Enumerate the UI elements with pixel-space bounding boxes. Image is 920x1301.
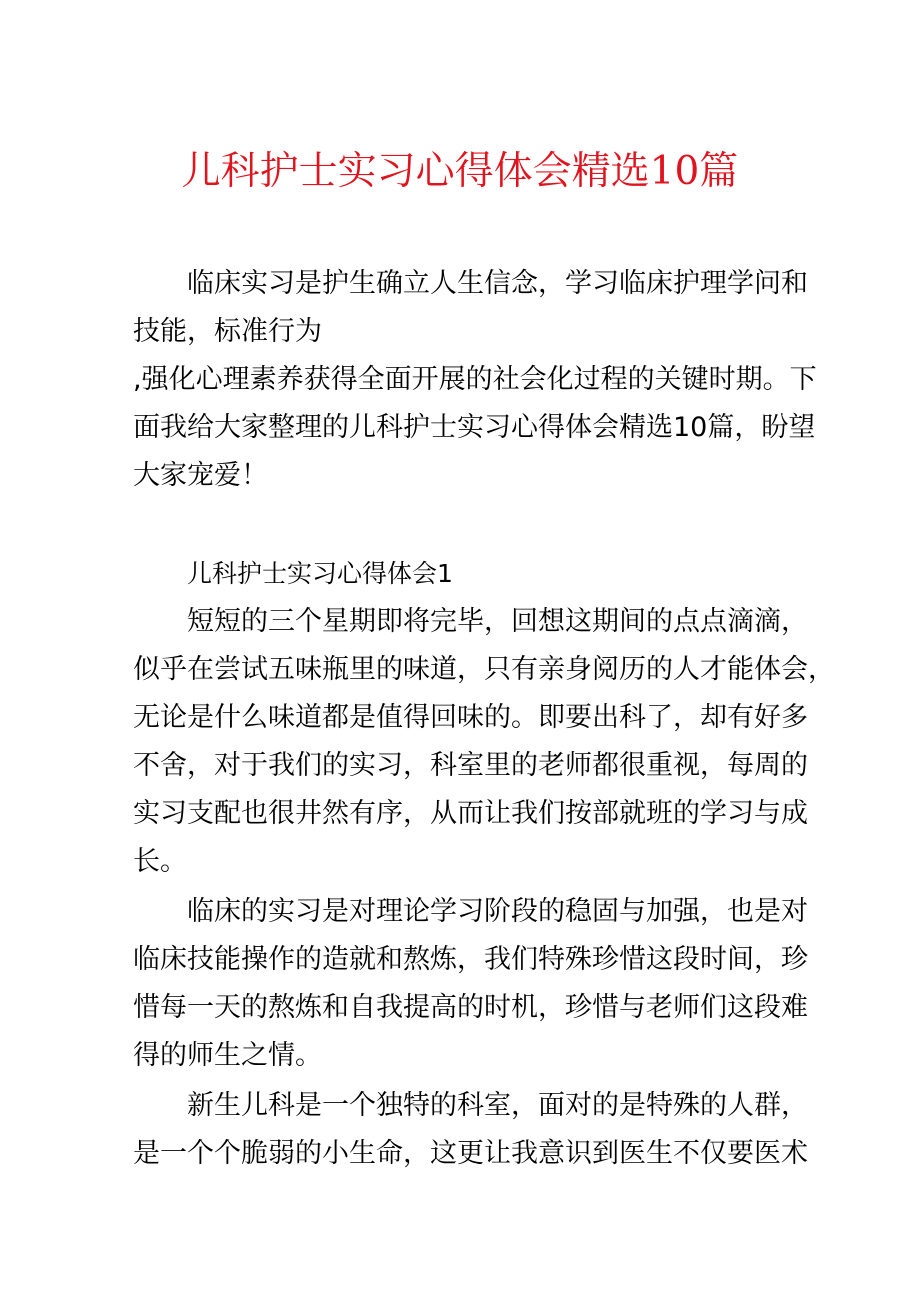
paragraph-1-line-1: 短短的三个星期即将完毕，回想这期间的点点滴滴， bbox=[187, 606, 808, 637]
paragraph-2-line-2: 临床技能操作的造就和熬炼，我们特殊珍惜这段时间，珍 bbox=[133, 944, 808, 975]
paragraph-1-line-2: 似乎在尝试五味瓶里的味道，只有亲身阅历的人才能体会， bbox=[133, 654, 835, 685]
intro-line-4: 面我给大家整理的儿科护士实习心得体会精选10篇，盼望 bbox=[133, 412, 816, 443]
paragraph-3-line-1: 新生儿科是一个独特的科室，面对的是特殊的人群， bbox=[187, 1090, 808, 1121]
paragraph-2-line-1: 临床的实习是对理论学习阶段的稳固与加强，也是对 bbox=[187, 896, 808, 927]
intro-line-5: 大家宠爱！ bbox=[133, 460, 268, 491]
paragraph-1-line-5: 实习支配也很井然有序，从而让我们按部就班的学习与成 bbox=[133, 798, 808, 829]
paragraph-3-line-2: 是一个个脆弱的小生命，这更让我意识到医生不仅要医术 bbox=[133, 1138, 808, 1169]
paragraph-1-line-3: 无论是什么味道都是值得回味的。即要出科了，却有好多 bbox=[133, 702, 808, 733]
intro-line-2: 技能，标准行为 bbox=[133, 316, 322, 347]
document-title: 儿科护士实习心得体会精选10篇 bbox=[181, 149, 739, 194]
paragraph-1-line-6: 长。 bbox=[133, 846, 187, 877]
section-heading: 儿科护士实习心得体会1 bbox=[187, 559, 453, 588]
paragraph-2-line-4: 得的师生之情。 bbox=[133, 1040, 322, 1071]
paragraph-2-line-3: 惜每一天的熬炼和自我提高的时机，珍惜与老师们这段难 bbox=[133, 992, 808, 1023]
intro-line-1: 临床实习是护生确立人生信念，学习临床护理学问和 bbox=[187, 268, 808, 299]
intro-line-3: ,强化心理素养获得全面开展的社会化过程的关键时期。下 bbox=[133, 364, 817, 395]
paragraph-1-line-4: 不舍，对于我们的实习，科室里的老师都很重视，每周的 bbox=[133, 750, 808, 781]
